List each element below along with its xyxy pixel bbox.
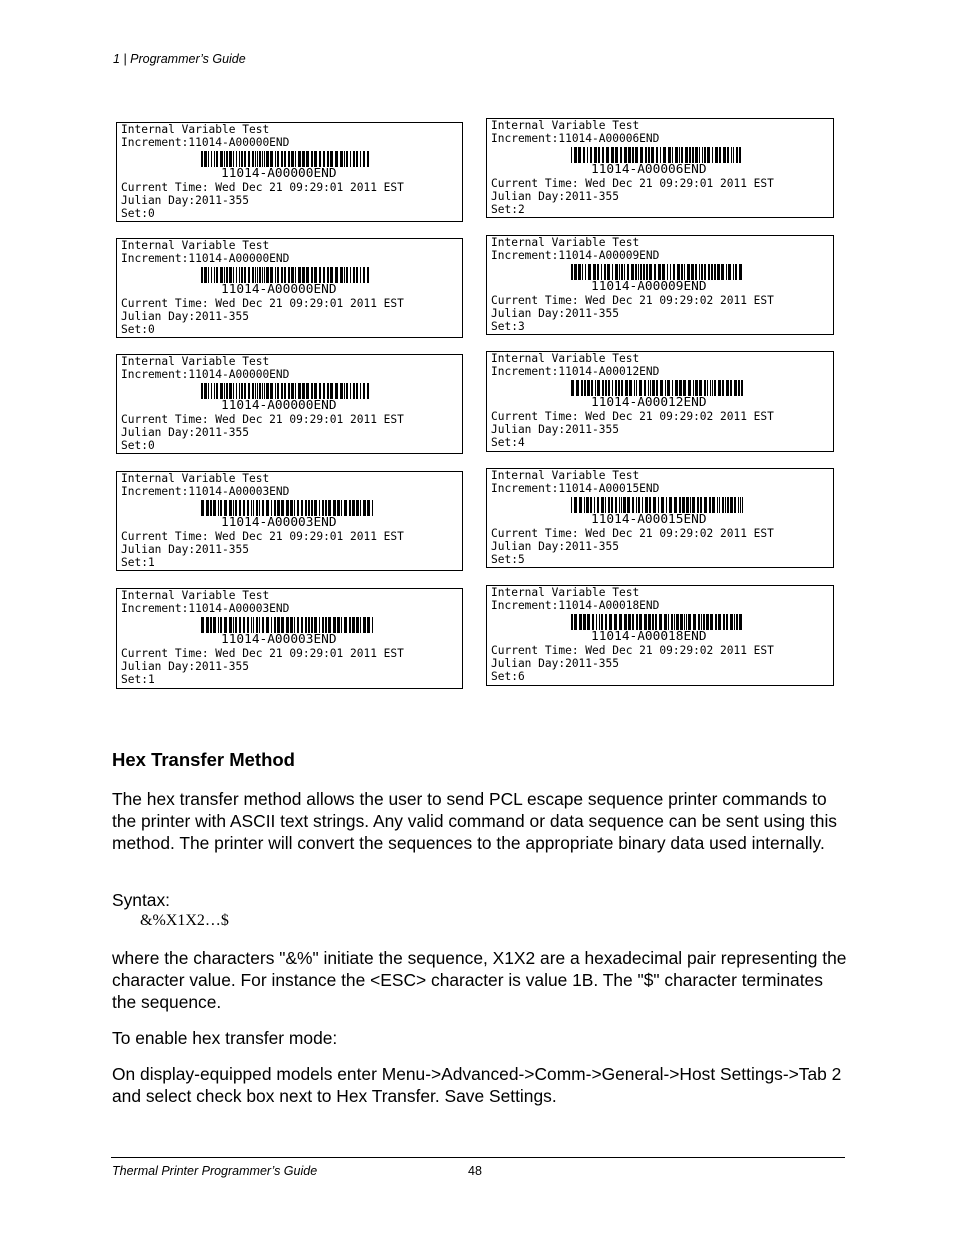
label-title: Internal Variable Test [491, 586, 640, 599]
page-number: 48 [468, 1164, 482, 1178]
barcode-image [571, 614, 747, 630]
barcode-text: 11014-A00003END [221, 515, 337, 530]
barcode-text: 11014-A00003END [221, 632, 337, 647]
barcode-image [571, 264, 747, 280]
sample-label [486, 585, 834, 686]
label-julian-day: Julian Day:2011-355 [491, 423, 619, 436]
label-increment: Increment:11014-A00003END [121, 602, 290, 615]
label-julian-day: Julian Day:2011-355 [121, 310, 249, 323]
label-increment: Increment:11014-A00018END [491, 599, 660, 612]
barcode-image [201, 151, 377, 167]
label-increment: Increment:11014-A00003END [121, 485, 290, 498]
barcode-image [571, 147, 747, 163]
barcode-image [201, 267, 377, 283]
label-julian-day: Julian Day:2011-355 [121, 543, 249, 556]
barcode-text: 11014-A00009END [591, 279, 707, 294]
label-title: Internal Variable Test [491, 469, 640, 482]
label-current-time: Current Time: Wed Dec 21 09:29:01 2011 EST [121, 297, 404, 310]
enable-intro: To enable hex transfer mode: [112, 1028, 338, 1048]
label-title: Internal Variable Test [491, 119, 640, 132]
footer-rule [111, 1157, 845, 1158]
sample-label [116, 354, 463, 454]
label-increment: Increment:11014-A00000END [121, 368, 290, 381]
label-title: Internal Variable Test [121, 355, 270, 368]
barcode-image [571, 380, 747, 396]
label-current-time: Current Time: Wed Dec 21 09:29:01 2011 EST [121, 530, 404, 543]
barcode-text: 11014-A00018END [591, 629, 707, 644]
label-current-time: Current Time: Wed Dec 21 09:29:01 2011 EST [121, 181, 404, 194]
label-current-time: Current Time: Wed Dec 21 09:29:02 2011 EST [491, 410, 774, 423]
sample-label [486, 118, 834, 218]
label-increment: Increment:11014-A00012END [491, 365, 660, 378]
label-current-time: Current Time: Wed Dec 21 09:29:02 2011 EST [491, 527, 774, 540]
barcode-image [201, 383, 377, 399]
intro-paragraph: The hex transfer method allows the user to send PCL escape sequence printer commands to the printer with ASCII text strings. Any valid command or data sequence can be sent using this method. The printer will convert the sequences to the appropriate binary data used internally. [112, 789, 837, 853]
sample-label [116, 588, 463, 689]
label-set: Set:1 [121, 556, 155, 569]
label-julian-day: Julian Day:2011-355 [491, 657, 619, 670]
explanation-paragraph: where the characters "&%" initiate the sequence, X1X2 are a hexadecimal pair representing the character value. For instance the <ESC> character is value 1B. The "$" character terminates the sequence. [112, 948, 847, 1012]
label-current-time: Current Time: Wed Dec 21 09:29:01 2011 EST [491, 177, 774, 190]
barcode-text: 11014-A00012END [591, 395, 707, 410]
label-title: Internal Variable Test [121, 472, 270, 485]
label-julian-day: Julian Day:2011-355 [491, 190, 619, 203]
label-increment: Increment:11014-A00000END [121, 136, 290, 149]
label-increment: Increment:11014-A00000END [121, 252, 290, 265]
label-increment: Increment:11014-A00009END [491, 249, 660, 262]
footer-title: Thermal Printer Programmer’s Guide [112, 1164, 318, 1178]
sample-label [486, 468, 834, 568]
sample-label [116, 238, 463, 338]
sample-label [116, 122, 463, 222]
barcode-text: 11014-A00015END [591, 512, 707, 527]
label-increment: Increment:11014-A00015END [491, 482, 660, 495]
barcode-image [571, 497, 747, 513]
label-current-time: Current Time: Wed Dec 21 09:29:02 2011 EST [491, 644, 774, 657]
enable-steps: On display-equipped models enter Menu->Advanced->Comm->General->Host Settings->Tab 2 and select check box next to Hex Transfer. Save Settings. [112, 1064, 842, 1106]
label-current-time: Current Time: Wed Dec 21 09:29:01 2011 EST [121, 413, 404, 426]
label-set: Set:6 [491, 670, 525, 683]
barcode-image [201, 500, 377, 516]
label-julian-day: Julian Day:2011-355 [121, 194, 249, 207]
syntax-code: &%X1X2…$ [140, 912, 229, 929]
label-title: Internal Variable Test [121, 239, 270, 252]
label-title: Internal Variable Test [121, 123, 270, 136]
sample-label [486, 351, 834, 452]
barcode-text: 11014-A00000END [221, 398, 337, 413]
sample-label [486, 235, 834, 335]
label-julian-day: Julian Day:2011-355 [491, 540, 619, 553]
barcode-image [201, 617, 377, 633]
label-increment: Increment:11014-A00006END [491, 132, 660, 145]
label-current-time: Current Time: Wed Dec 21 09:29:01 2011 EST [121, 647, 404, 660]
label-julian-day: Julian Day:2011-355 [121, 426, 249, 439]
label-set: Set:0 [121, 207, 155, 220]
label-title: Internal Variable Test [121, 589, 270, 602]
section-heading: Hex Transfer Method [112, 749, 295, 770]
barcode-text: 11014-A00000END [221, 166, 337, 181]
label-set: Set:5 [491, 553, 525, 566]
label-julian-day: Julian Day:2011-355 [491, 307, 619, 320]
label-current-time: Current Time: Wed Dec 21 09:29:02 2011 EST [491, 294, 774, 307]
label-julian-day: Julian Day:2011-355 [121, 660, 249, 673]
barcode-text: 11014-A00006END [591, 162, 707, 177]
label-set: Set:1 [121, 673, 155, 686]
label-title: Internal Variable Test [491, 236, 640, 249]
sample-label [116, 471, 463, 571]
label-set: Set:2 [491, 203, 525, 216]
label-title: Internal Variable Test [491, 352, 640, 365]
barcode-text: 11014-A00000END [221, 282, 337, 297]
running-header: 1 | Programmer’s Guide [113, 52, 246, 66]
label-set: Set:4 [491, 436, 525, 449]
label-set: Set:3 [491, 320, 525, 333]
syntax-label: Syntax: [112, 890, 170, 910]
label-set: Set:0 [121, 439, 155, 452]
label-set: Set:0 [121, 323, 155, 336]
